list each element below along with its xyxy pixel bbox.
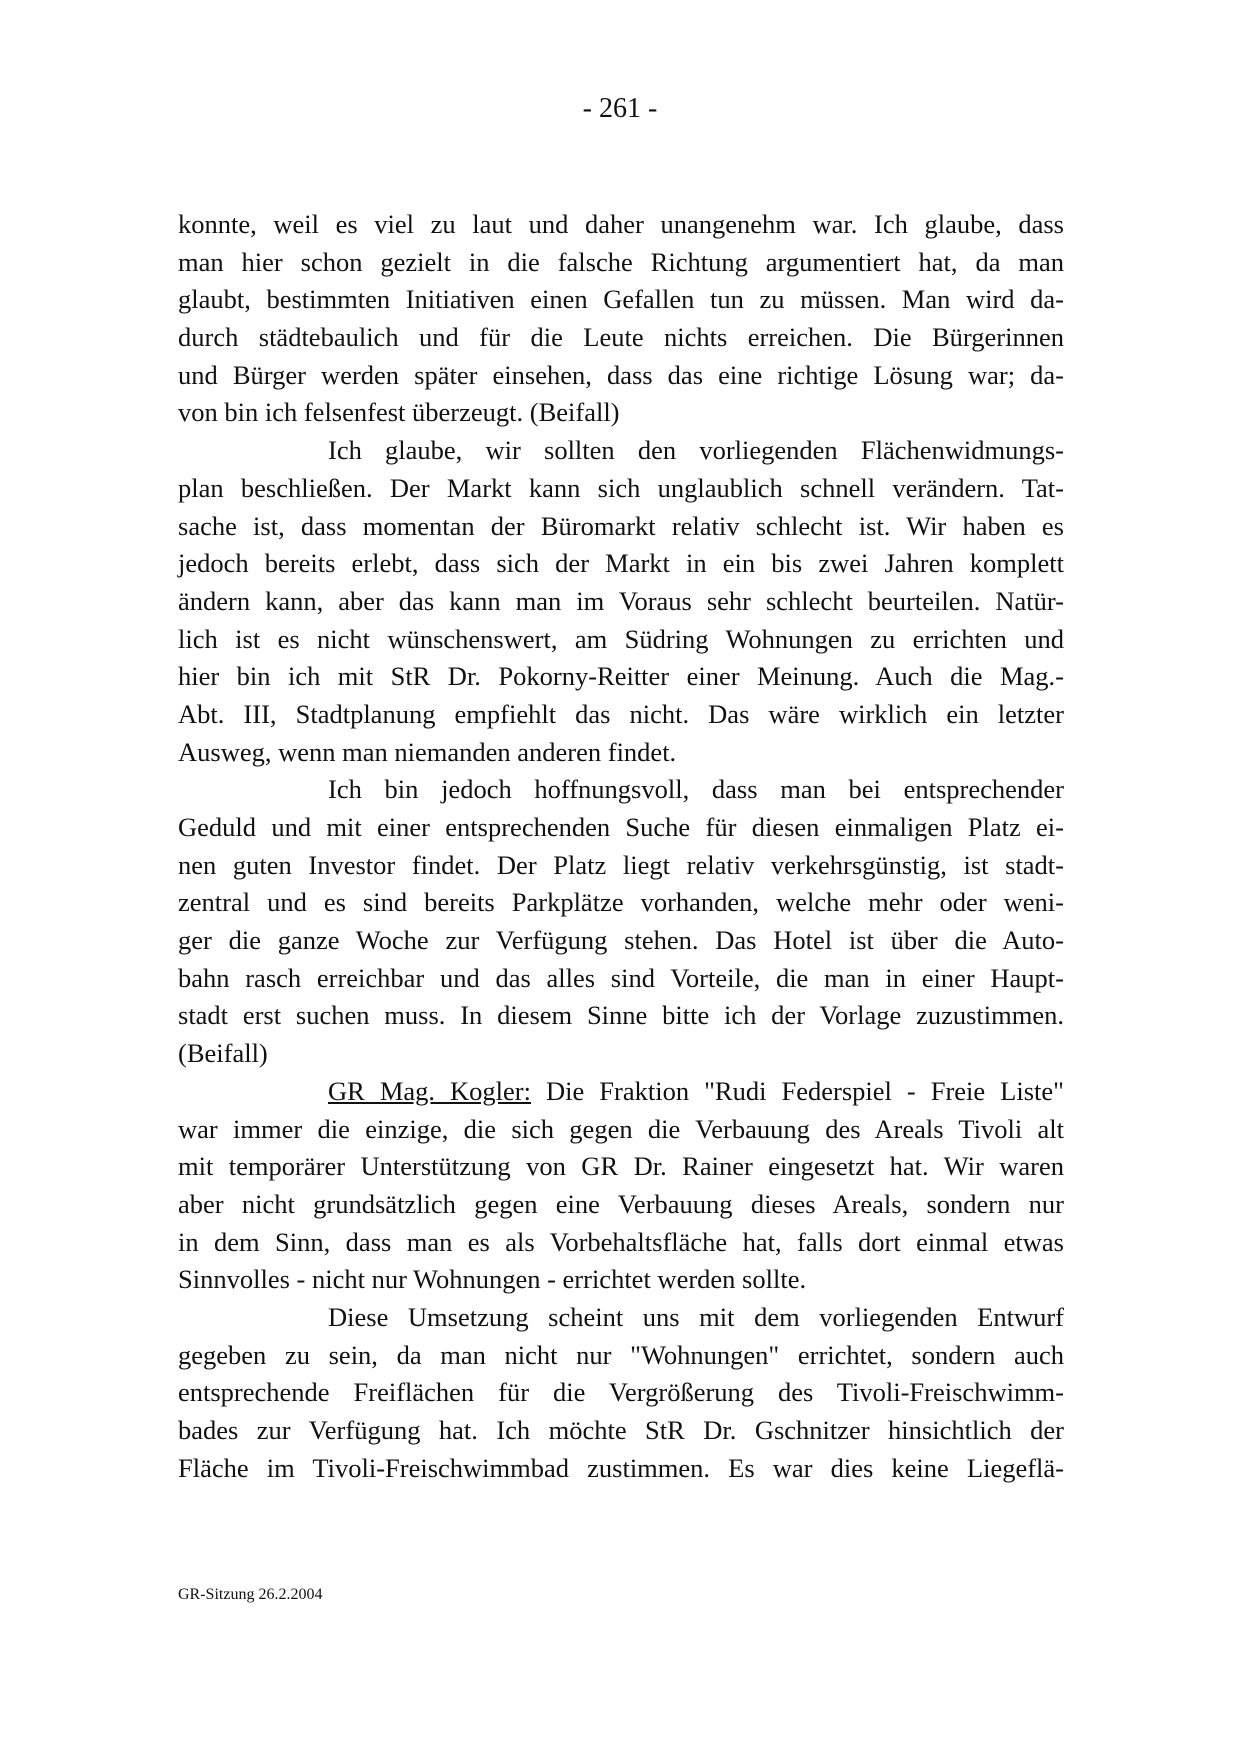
paragraph bbox=[178, 432, 1064, 771]
paragraph bbox=[178, 206, 1064, 432]
text-line: bades zur Verfügung hat. Ich möchte StR Dr. Gschnitzer hinsichtlich der bbox=[178, 1415, 1064, 1445]
text-line: ändern kann, aber das kann man im Voraus sehr schlecht beurteilen. Natür- bbox=[178, 585, 1064, 616]
paragraph bbox=[178, 1299, 1064, 1487]
text-line: ger die ganze Woche zur Verfügung stehen. Das Hotel ist über die Auto- bbox=[178, 925, 1064, 956]
speaker-statement: Die Fraktion "Rudi Federspiel - Freie Liste" bbox=[531, 1075, 1064, 1106]
text-line: mit temporärer Unterstützung von GR Dr. Rainer eingesetzt hat. Wir waren bbox=[178, 1151, 1064, 1182]
text-line: Geduld und mit einer entsprechenden Suche für diesen einmaligen Platz ei- bbox=[178, 812, 1064, 842]
footer-session-date: GR-Sitzung 26.2.2004 bbox=[178, 1586, 323, 1603]
paragraph bbox=[178, 1073, 1064, 1299]
text-line: gegeben zu sein, da man nicht nur "Wohnungen" errichtet, sondern auch bbox=[178, 1339, 1064, 1370]
text-line: bahn rasch erreichbar und das alles sind Vorteile, die man in einer Haupt- bbox=[178, 962, 1064, 993]
text-line: sache ist, dass momentan der Büromarkt relativ schlecht ist. Wir haben es bbox=[178, 510, 1064, 541]
paragraph bbox=[178, 771, 1064, 1073]
text-line: (Beifall) bbox=[178, 1038, 268, 1069]
text-line: aber nicht grundsätzlich gegen eine Verbauung dieses Areals, sondern nur bbox=[178, 1188, 1064, 1219]
text-line: entsprechende Freiflächen für die Vergrößerung des Tivoli-Freischwimm- bbox=[178, 1377, 1064, 1408]
text-line: lich ist es nicht wünschenswert, am Südring Wohnungen zu errichten und bbox=[178, 623, 1064, 654]
text-line: Abt. III, Stadtplanung empfiehlt das nicht. Das wäre wirklich ein letzter bbox=[178, 698, 1064, 729]
text-line: Fläche im Tivoli-Freischwimmbad zustimmen. Es war dies keine Liegeflä- bbox=[178, 1452, 1064, 1483]
text-line: Ich glaube, wir sollten den vorliegenden Flächenwidmungs- bbox=[328, 435, 1064, 466]
text-line: Ausweg, wenn man niemanden anderen findet. bbox=[178, 736, 677, 767]
text-line: von bin ich felsenfest überzeugt. (Beifall) bbox=[178, 397, 620, 428]
text-line: jedoch bereits erlebt, dass sich der Markt in ein bis zwei Jahren komplett bbox=[178, 548, 1064, 579]
text-line: hier bin ich mit StR Dr. Pokorny-Reitter einer Meinung. Auch die Mag.- bbox=[178, 661, 1064, 692]
text-line: Ich bin jedoch hoffnungsvoll, dass man bei entsprechender bbox=[328, 774, 1064, 805]
text-line: und Bürger werden später einsehen, dass das eine richtige Lösung war; da- bbox=[178, 359, 1064, 390]
text-line: glaubt, bestimmten Initiativen einen Gefallen tun zu müssen. Man wird da- bbox=[178, 284, 1064, 315]
document-body bbox=[178, 206, 1064, 1487]
page-number: - 261 - bbox=[582, 93, 658, 124]
text-line: nen guten Investor findet. Der Platz liegt relativ verkehrsgünstig, ist stadt- bbox=[178, 849, 1064, 880]
text-line bbox=[178, 1073, 1064, 1111]
text-line: durch städtebaulich und für die Leute nichts erreichen. Die Bürgerinnen bbox=[178, 322, 1064, 353]
text-line: plan beschließen. Der Markt kann sich unglaublich schnell verändern. Tat- bbox=[178, 472, 1064, 503]
text-line: war immer die einzige, die sich gegen die Verbauung des Areals Tivoli alt bbox=[178, 1113, 1064, 1144]
text-line: konnte, weil es viel zu laut und daher unangenehm war. Ich glaube, dass bbox=[178, 209, 1064, 239]
text-line: man hier schon gezielt in die falsche Richtung argumentiert hat, da man bbox=[178, 246, 1064, 277]
text-line: zentral und es sind bereits Parkplätze vorhanden, welche mehr oder weni- bbox=[178, 887, 1064, 918]
text-line: Diese Umsetzung scheint uns mit dem vorliegenden Entwurf bbox=[328, 1301, 1064, 1332]
text-line: stadt erst suchen muss. In diesem Sinne bitte ich der Vorlage zuzustimmen. bbox=[178, 1000, 1064, 1031]
text-line: Sinnvolles - nicht nur Wohnungen - errichtet werden sollte. bbox=[178, 1264, 807, 1295]
text-line: in dem Sinn, dass man es als Vorbehaltsfläche hat, falls dort einmal etwas bbox=[178, 1226, 1064, 1257]
speaker-name: GR Mag. Kogler: bbox=[328, 1075, 531, 1106]
